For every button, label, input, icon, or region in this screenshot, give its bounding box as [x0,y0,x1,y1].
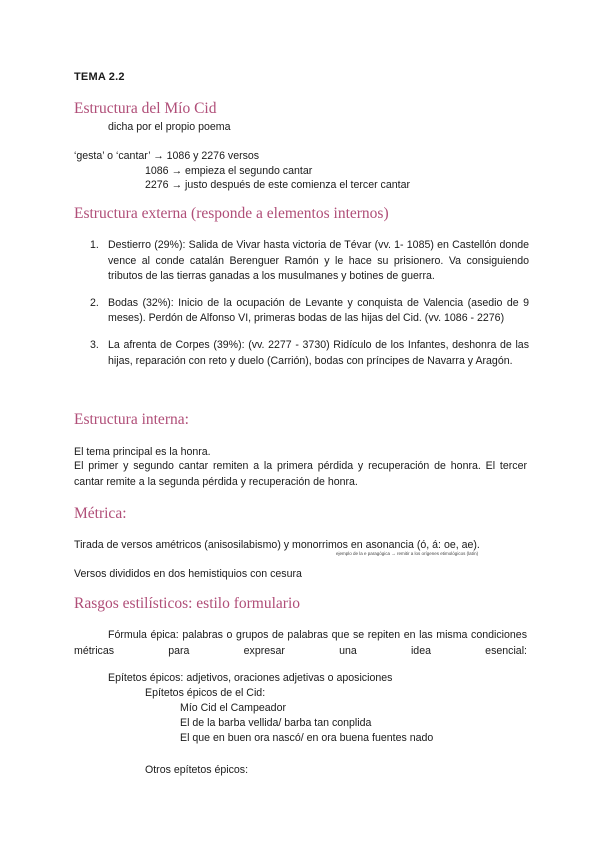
list-item-text: La afrenta de Corpes (39%): (vv. 2277 - 3730) Ridículo de los Infantes, deshonra de las hijas, reparación con reto y duelo (Carrión), bodas con príncipes de Navarra y Aragón. [108,338,529,367]
interna-line-1: El tema principal es la honra. [74,446,211,458]
list-item [74,238,529,285]
gesta-line: ‘gesta’ o ‘cantar’ → 1086 y 2276 versos [74,150,260,162]
heading-estructura-interna: Estructura interna: [74,411,189,428]
rasgos-formula: Fórmula épica: palabras o grupos de palabras que se repiten en las misma condiciones métricas para expresar una idea esencial: [74,629,527,657]
list-item [74,338,529,369]
list-item-text: Bodas (32%): Inicio de la ocupación de Levante y conquista de Valencia (asedio de 9 meses). Perdón de Alfonso VI, primeras bodas de las hijas del Cid. (vv. 1086 - 2276) [108,296,529,325]
estructura-externa-list [74,238,529,380]
line-2276: 2276 → justo después de este comienza el tercer cantar [145,179,410,191]
subtitle-dicha-poema: dicha por el propio poema [108,121,231,133]
rasgos-otros: Otros epítetos épicos: [145,764,249,776]
tema-label: TEMA 2.2 [74,71,125,83]
list-item-number: 2. [90,296,99,309]
heading-estructura-mio-cid: Estructura del Mío Cid [74,100,217,117]
metrica-tirada: Tirada de versos amétricos (anisosilabismo) y monorrimos en asonancia (ó, á: oe, ae). [74,539,480,551]
list-item-number: 3. [90,338,99,351]
line-1086: 1086 → empieza el segundo cantar [145,165,313,177]
metrica-note: ejemplo de la e paragógica → remitir a los orígenes etimológicos (latín) [336,551,479,556]
cid-epiteto-item: Mío Cid el Campeador [180,702,286,714]
list-item [74,296,529,327]
interna-paragraph: El primer y segundo cantar remiten a la primera pérdida y recuperación de honra. El tercer cantar remite a la segunda pérdida y recuperación de honra. [74,460,527,488]
heading-estructura-externa: Estructura externa (responde a elementos internos) [74,205,389,222]
cid-epiteto-item: El que en buen ora nascó/ en ora buena fuentes nado [180,732,434,744]
metrica-versos: Versos divididos en dos hemistiquios con cesura [74,568,302,580]
cid-epiteto-item: El de la barba vellida/ barba tan conplida [180,717,372,729]
rasgos-epitetos-cid: Epítetos épicos de el Cid: [145,687,266,699]
list-item-number: 1. [90,239,99,251]
heading-metrica: Métrica: [74,505,127,522]
rasgos-epitetos: Epítetos épicos: adjetivos, oraciones adjetivas o aposiciones [108,672,393,684]
list-item-text: Destierro (29%): Salida de Vivar hasta victoria de Tévar (vv. 1- 1085) en Castellón donde vence al conde catalán Berenguer Ramón y le hace su prisionero. Va consiguiendo tributos de las tierras ganadas a los musulmanes y botines de guerra. [108,239,529,283]
heading-rasgos: Rasgos estilísticos: estilo formulario [74,595,301,612]
